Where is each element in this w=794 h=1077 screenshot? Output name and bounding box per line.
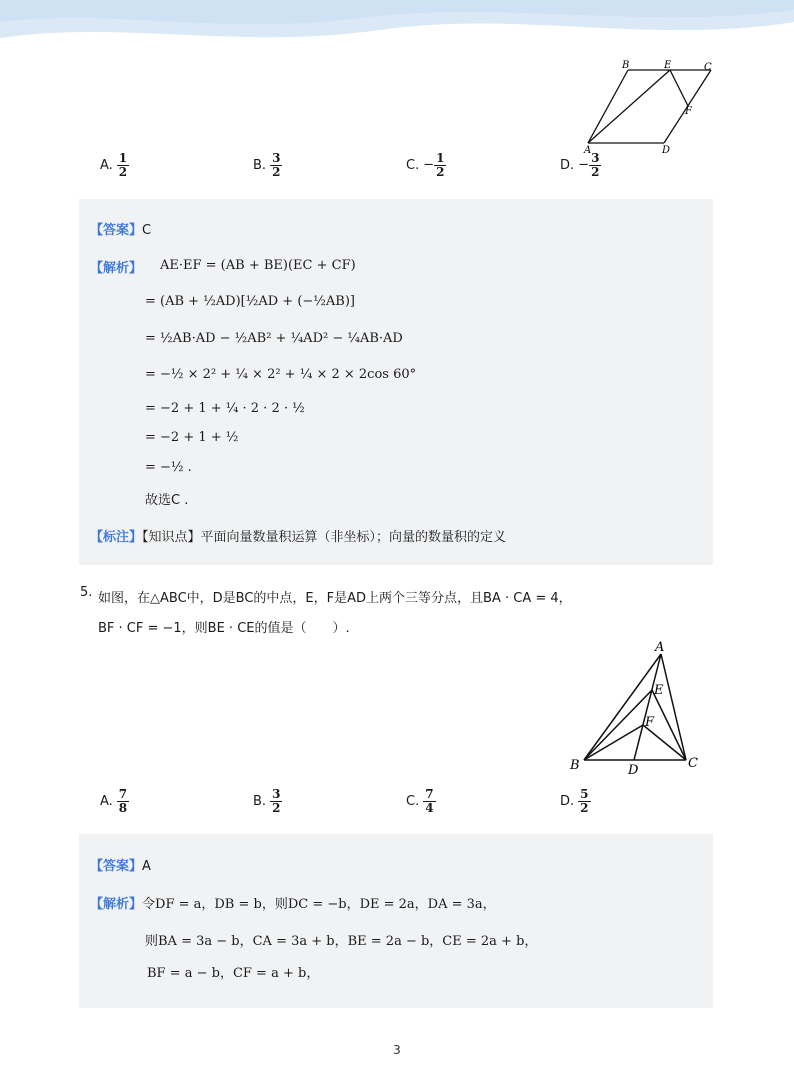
q5-option-b[interactable]: B. $\frac{3}{2}$ [253, 787, 281, 815]
q4-step-4: = −½ × 2² + ¼ × 2² + ¼ × 2 × 2cos 60° [145, 367, 417, 382]
q4-step-1: AE·EF = (AB + BE)(EC + CF) [160, 258, 356, 273]
q5-option-a[interactable]: A. $\frac{7}{8}$ [100, 787, 128, 815]
q5-analysis-line3: BF = a − b，CF = a + b， [147, 966, 320, 981]
answer-tag: 【答案】 [90, 859, 143, 874]
q4-step-3: = ½AB·AD − ½AB² + ¼AD² − ¼AB·AD [145, 331, 403, 346]
q4-label-D: D [662, 145, 671, 156]
q4-label-C: C [704, 62, 712, 73]
q5-stem-line2: BF · CF = −1，则BE · CE的值是（ ）. [98, 621, 350, 636]
note-tag: 【标注】 [90, 530, 143, 545]
q5-analysis-row: 【解析】令DF = a，DB = b，则DC = −b，DE = 2a，DA = 3a， [90, 897, 496, 912]
q5-answer-box [79, 834, 713, 1008]
q4-conclusion: 故选C . [145, 493, 189, 508]
q4-parallelogram-figure [578, 58, 728, 156]
q5-option-c[interactable]: C. $\frac{7}{4}$ [406, 787, 434, 815]
q4-label-E: E [664, 60, 672, 71]
q4-analysis-tag: 【解析】 [90, 261, 143, 276]
q5-option-d[interactable]: D. $\frac{5}{2}$ [560, 787, 589, 815]
q5-answer-row [90, 855, 151, 874]
q5-answer-value: A [142, 859, 151, 874]
header-wave-decoration [0, 0, 794, 60]
q4-option-a[interactable]: A. $\frac{1}{2}$ [100, 151, 128, 179]
q4-step-6: = −2 + 1 + ½ [145, 430, 239, 445]
q4-label-B: B [622, 60, 630, 71]
q4-label-A: A [584, 145, 592, 156]
q4-answer-row [90, 219, 151, 238]
q5-label-C: C [688, 756, 698, 771]
q4-note-text: 【知识点】平面向量数量积运算（非坐标）；向量的数量积的定义 [142, 530, 507, 545]
q5-analysis-line1: 令DF = a，DB = b，则DC = −b，DE = 2a，DA = 3a， [142, 897, 496, 912]
q5-analysis-line2: 则BA = 3a − b，CA = 3a + b，BE = 2a − b，CE = 2a + b， [145, 934, 538, 949]
q4-step-2: = (AB + ½AD)[½AD + (−½AB)] [145, 294, 355, 309]
q4-option-d[interactable]: D. − $\frac{3}{2}$ [560, 151, 600, 179]
q4-option-c[interactable]: C. − $\frac{1}{2}$ [406, 151, 445, 179]
q4-step-7: = −½ . [145, 460, 192, 475]
q4-answer-value: C [142, 223, 152, 238]
q4-note-row [90, 526, 506, 545]
q5-label-F: F [645, 715, 655, 730]
answer-tag: 【答案】 [90, 223, 143, 238]
q5-number: 5. [80, 585, 93, 600]
q5-triangle-figure [566, 640, 706, 780]
q5-label-D: D [628, 763, 639, 778]
q4-label-F: F [685, 106, 692, 117]
q4-step-5: = −2 + 1 + ¼ · 2 · 2 · ½ [145, 401, 305, 416]
q5-stem-line1: 如图，在△ABC中，D是BC的中点，E，F是AD上两个三等分点，且BA · CA = 4， [98, 591, 572, 606]
q4-answer-box [79, 199, 713, 565]
q5-label-E: E [654, 683, 664, 698]
q5-label-B: B [570, 758, 580, 773]
page-number: 3 [393, 1043, 401, 1057]
q4-option-b[interactable]: B. $\frac{3}{2}$ [253, 151, 281, 179]
q5-label-A: A [655, 640, 665, 655]
